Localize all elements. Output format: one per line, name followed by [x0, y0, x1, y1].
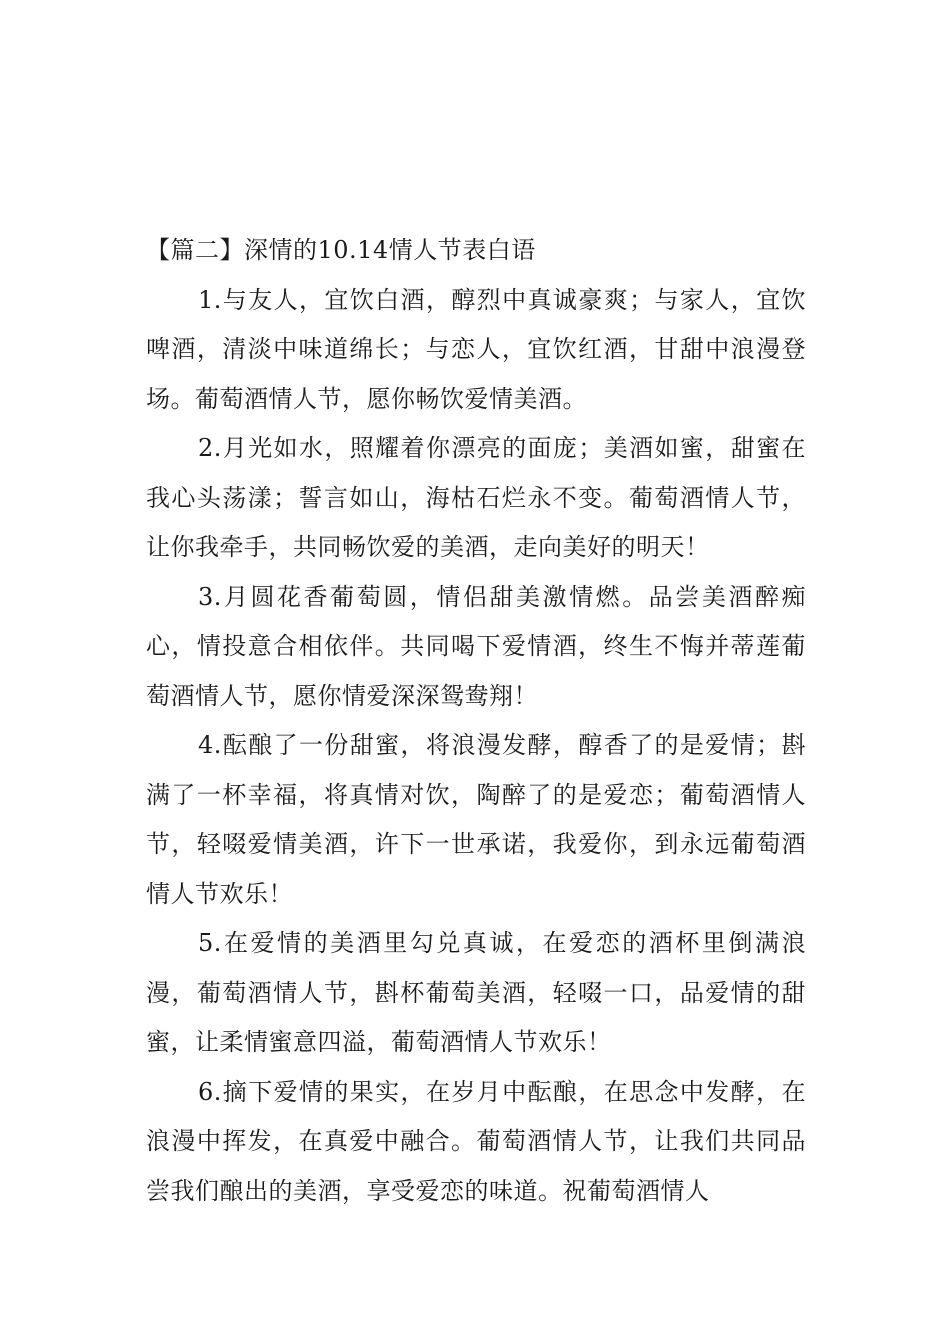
paragraph-4: 4.酝酿了一份甜蜜，将浪漫发酵，醇香了的是爱情；斟满了一杯幸福，将真情对饮，陶醉了的是爱恋；葡萄酒情人节，轻啜爱情美酒，许下一世承诺，我爱你，到永远葡萄酒情人节欢乐！: [146, 731, 806, 908]
document-body: [146, 226, 806, 1216]
paragraph-1: 1.与友人，宜饮白酒，醇烈中真诚豪爽；与家人，宜饮啤酒，清淡中味道绵长；与恋人，宜饮红酒，甘甜中浪漫登场。葡萄酒情人节，愿你畅饮爱情美酒。: [146, 285, 806, 413]
paragraph-5: 5.在爱情的美酒里勾兑真诚，在爱恋的酒杯里倒满浪漫，葡萄酒情人节，斟杯葡萄美酒，轻啜一口，品爱情的甜蜜，让柔情蜜意四溢，葡萄酒情人节欢乐！: [146, 929, 806, 1056]
section-heading: 【篇二】深情的10.14情人节表白语: [146, 236, 536, 264]
paragraph-6: 6.摘下爱情的果实，在岁月中酝酿，在思念中发酵，在浪漫中挥发，在真爱中融合。葡萄酒情人节，让我们共同品尝我们酿出的美酒，享受爱恋的味道。祝葡萄酒情人: [146, 1077, 806, 1205]
paragraph-2: 2.月光如水，照耀着你漂亮的面庞；美酒如蜜，甜蜜在我心头荡漾；誓言如山，海枯石烂永不变。葡萄酒情人节，让你我牵手，共同畅饮爱的美酒，走向美好的明天！: [146, 434, 806, 561]
paragraph-3: 3.月圆花香葡萄圆，情侣甜美激情燃。品尝美酒醉痴心，情投意合相依伴。共同喝下爱情酒，终生不悔并蒂莲葡萄酒情人节，愿你情爱深深鸳鸯翔！: [146, 582, 806, 710]
